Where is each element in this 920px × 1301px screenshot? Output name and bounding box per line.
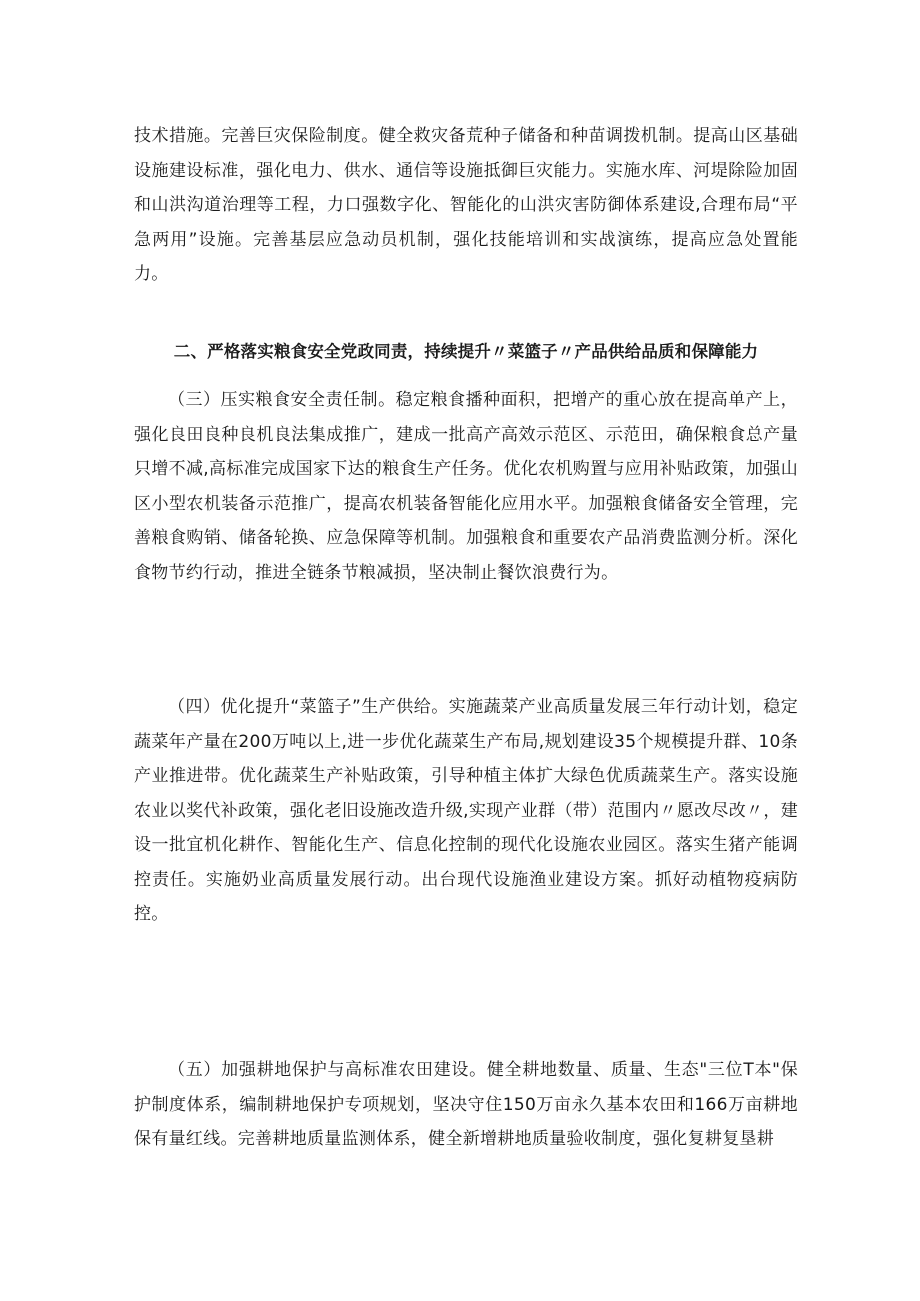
paragraph-grain-security: （三）压实粮食安全责任制。稳定粮食播种面积，把增产的重心放在提高单产上，强化良田良种良机良法集成推广，建成一批高产高效示范区、示范田，确保粮食总产量只增不减,高标准完成国家下达的粮食生产任务。优化农机购置与应用补贴政策，加强山区小型农机装备示范推广，提高农机装备智能化应用水平。加强粮食储备安全管理，完善粮食购销、储备轮换、应急保障等机制。加强粮食和重要农产品消费监测分析。深化食物节约行动，推进全链条节粮减损，坚决制止餐饮浪费行为。	[134, 390, 798, 583]
section-heading: 二、严格落实粮食安全党政同责，持续提升〃菜篮子〃产品供给品质和保障能力	[173, 342, 759, 361]
continuation-paragraph: 技术措施。完善巨灾保险制度。健全救灾备荒种子储备和种苗调拨机制。提高山区基础设施建设标准，强化电力、供水、通信等设施抵御巨灾能力。实施水库、河堤除险加固和山洪沟道治理等工程，力口强数字化、智能化的山洪灾害防御体系建设,合理布局“平急两用”设施。完善基层应急动员机制，强化技能培训和实战演练，提高应急处置能力。	[134, 126, 798, 284]
paragraph-farmland-protection: （五）加强耕地保护与高标准农田建设。健全耕地数量、质量、生态"三位T本"保护制度体系，编制耕地保护专项规划，坚决守住150万亩永久基本农田和166万亩耕地保有量红线。完善耕地质量监测体系，健全新增耕地质量验收制度，强化复耕复垦耕	[134, 1060, 798, 1149]
paragraph-vegetable-basket: （四）优化提升“菜篮子”生产供给。实施蔬菜产业高质量发展三年行动计划，稳定蔬菜年产量在200万吨以上,进一步优化蔬菜生产布局,规划建设35个规模提升群、10条产业推进带。优化蔬菜生产补贴政策，引导种植主体扩大绿色优质蔬菜生产。落实设施农业以奖代补政策，强化老旧设施改造升级,实现产业群（带）范围内〃愿改尽改〃，建设一批宜机化耕作、智能化生产、信息化控制的现代化设施农业园区。落实生猪产能调控责任。实施奶业高质量发展行动。出台现代设施渔业建设方案。抓好动植物疫病防控。	[134, 697, 798, 924]
